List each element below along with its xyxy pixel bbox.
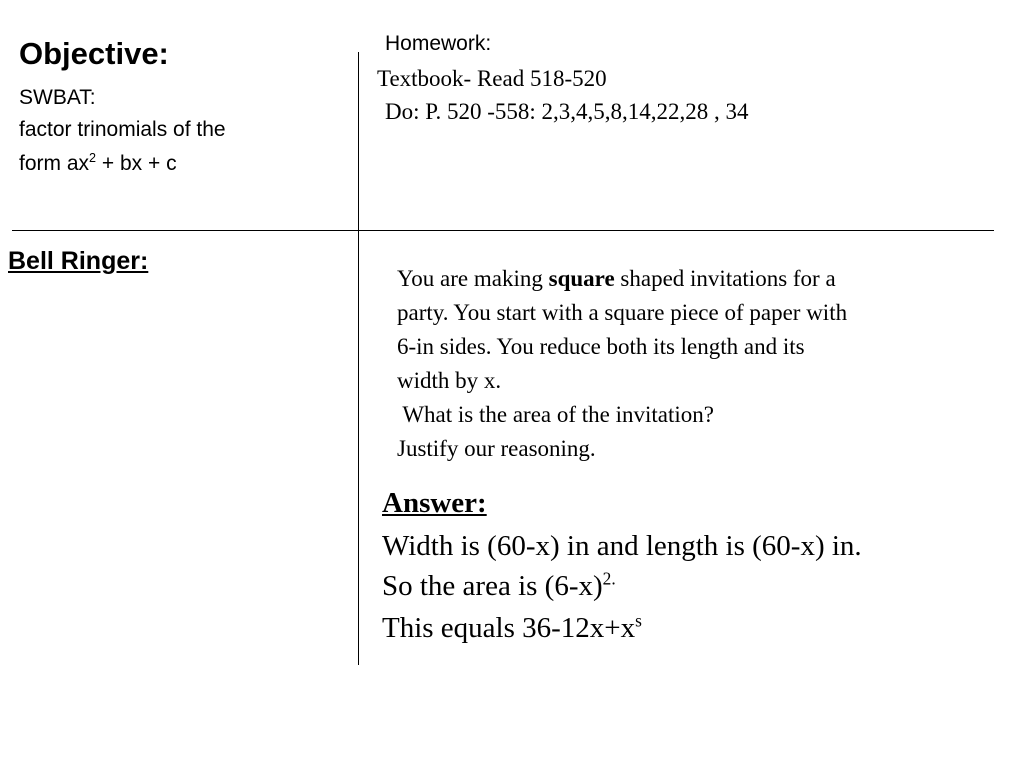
answer-line-3-pre: This equals 36-12x+x [382, 612, 636, 644]
homework-do: Do: P. 520 -558: 2,3,4,5,8,14,22,28 , 34 [385, 99, 749, 124]
answer-line-1: Width is (60-x) in and length is (60-x) in. [382, 530, 862, 562]
problem-line-5: What is the area of the invitation? [397, 402, 714, 427]
bell-ringer-title: Bell Ringer: [8, 247, 149, 275]
answer-title: Answer: [382, 487, 487, 519]
objective-text-line2: factor trinomials of the [19, 118, 226, 141]
answer-line-2-exponent: 2. [602, 568, 616, 589]
answer-line-2-pre: So the area is (6-x) [382, 570, 603, 602]
answer-line-2 [382, 570, 616, 603]
problem-line-1-pre: You are making [397, 266, 549, 291]
objective-form-exponent: 2 [89, 151, 97, 165]
problem-line-3: 6-in sides. You reduce both its length and its [397, 334, 805, 359]
objective-form-post: + bx + c [96, 152, 177, 175]
problem-line-2: party. You start with a square piece of paper with [397, 300, 848, 325]
problem-line-4: width by x. [397, 368, 502, 393]
answer-line-3-exponent: s [635, 610, 642, 631]
problem-line-1 [397, 266, 836, 292]
objective-text-line3 [19, 152, 177, 176]
objective-title: Objective: [19, 36, 169, 71]
vertical-divider [358, 52, 359, 665]
problem-line-1-post: shaped invitations for a [614, 266, 836, 291]
horizontal-divider [12, 230, 994, 231]
objective-form-pre: form ax [19, 152, 90, 175]
homework-title: Homework: [385, 32, 492, 55]
homework-read: Textbook- Read 518-520 [377, 66, 607, 91]
objective-swbat: SWBAT: [19, 86, 96, 109]
problem-line-1-bold: square [548, 266, 615, 291]
problem-line-6: Justify our reasoning. [397, 436, 596, 461]
answer-line-3 [382, 612, 642, 645]
